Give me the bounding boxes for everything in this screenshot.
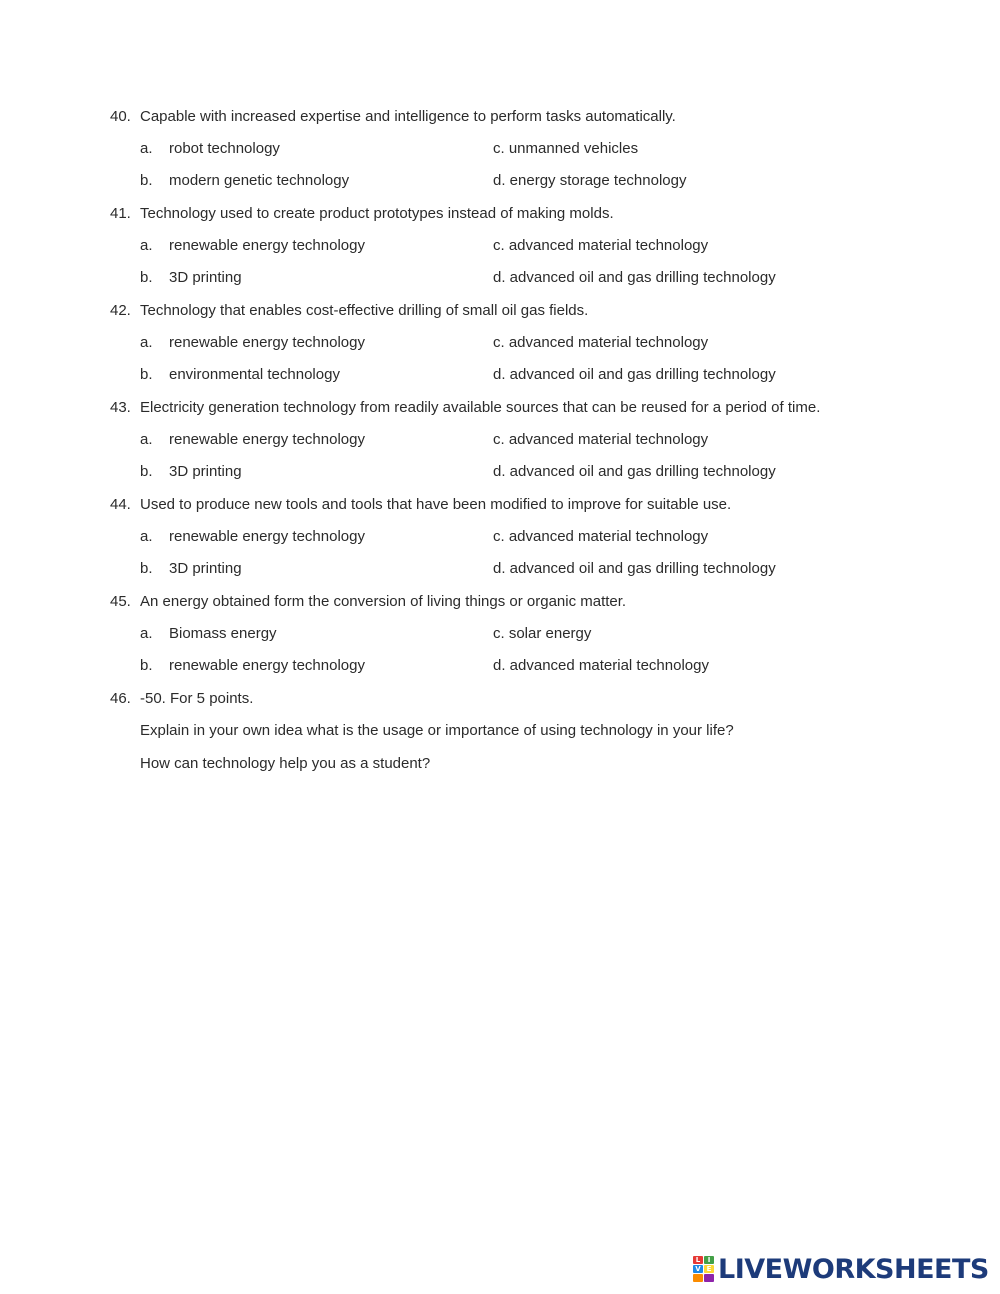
essay-prompt-1: Explain in your own idea what is the usage or importance of using technology in your life?	[140, 722, 734, 739]
question-text: Capable with increased expertise and intelligence to perform tasks automatically.	[140, 108, 676, 125]
option-letter: b.	[140, 172, 153, 189]
liveworksheets-logo-icon	[693, 1256, 715, 1282]
option-c: c. solar energy	[493, 625, 592, 642]
logo-tile: L	[693, 1256, 703, 1264]
question-number: 41.	[110, 205, 131, 222]
option-letter: b.	[140, 657, 153, 674]
option-letter: a.	[140, 140, 153, 157]
option-d: d. advanced oil and gas drilling technology	[493, 366, 776, 383]
question-text: Technology that enables cost-effective drilling of small oil gas fields.	[140, 302, 589, 319]
option-c: c. unmanned vehicles	[493, 140, 639, 157]
option-d: d. advanced oil and gas drilling technology	[493, 560, 776, 577]
option-b: modern genetic technology	[169, 172, 350, 189]
question-number: 40.	[110, 108, 131, 125]
option-c: c. advanced material technology	[493, 237, 709, 254]
question-number: 45.	[110, 593, 131, 610]
essay-prompt-2: How can technology help you as a student?	[140, 755, 431, 772]
option-d: d. advanced oil and gas drilling technology	[493, 269, 776, 286]
option-c: c. advanced material technology	[493, 334, 709, 351]
option-a: renewable energy technology	[169, 431, 365, 448]
option-b: 3D printing	[169, 560, 242, 577]
logo-tile: E	[704, 1265, 714, 1273]
option-b: 3D printing	[169, 463, 242, 480]
brand-name: LIVEWORKSHEETS	[718, 1253, 989, 1285]
logo-tile	[704, 1274, 714, 1282]
option-b: renewable energy technology	[169, 657, 365, 674]
logo-tile	[693, 1274, 703, 1282]
essay-heading: -50. For 5 points.	[140, 690, 254, 707]
logo-tile: V	[693, 1265, 703, 1273]
option-c: c. advanced material technology	[493, 528, 709, 545]
option-a: renewable energy technology	[169, 334, 365, 351]
liveworksheets-logo	[693, 1254, 989, 1284]
option-d: d. advanced material technology	[493, 657, 709, 674]
option-a: renewable energy technology	[169, 528, 365, 545]
option-a: Biomass energy	[169, 625, 277, 642]
option-letter: a.	[140, 431, 153, 448]
option-letter: b.	[140, 463, 153, 480]
option-letter: a.	[140, 528, 153, 545]
option-letter: b.	[140, 366, 153, 383]
option-letter: b.	[140, 560, 153, 577]
question-number: 44.	[110, 496, 131, 513]
question-text: An energy obtained form the conversion of living things or organic matter.	[140, 593, 627, 610]
question-number: 42.	[110, 302, 131, 319]
option-a: renewable energy technology	[169, 237, 365, 254]
option-a: robot technology	[169, 140, 280, 157]
question-text: Technology used to create product prototypes instead of making molds.	[140, 205, 614, 222]
option-letter: b.	[140, 269, 153, 286]
option-b: 3D printing	[169, 269, 242, 286]
option-c: c. advanced material technology	[493, 431, 709, 448]
option-letter: a.	[140, 237, 153, 254]
option-d: d. advanced oil and gas drilling technology	[493, 463, 776, 480]
option-letter: a.	[140, 625, 153, 642]
question-text: Used to produce new tools and tools that have been modified to improve for suitable use.	[140, 496, 732, 513]
option-letter: a.	[140, 334, 153, 351]
question-number: 43.	[110, 399, 131, 416]
question-text: Electricity generation technology from readily available sources that can be reused for a period of time.	[140, 399, 821, 416]
essay-number: 46.	[110, 690, 131, 707]
logo-tile: I	[704, 1256, 714, 1264]
option-b: environmental technology	[169, 366, 340, 383]
option-d: d. energy storage technology	[493, 172, 687, 189]
